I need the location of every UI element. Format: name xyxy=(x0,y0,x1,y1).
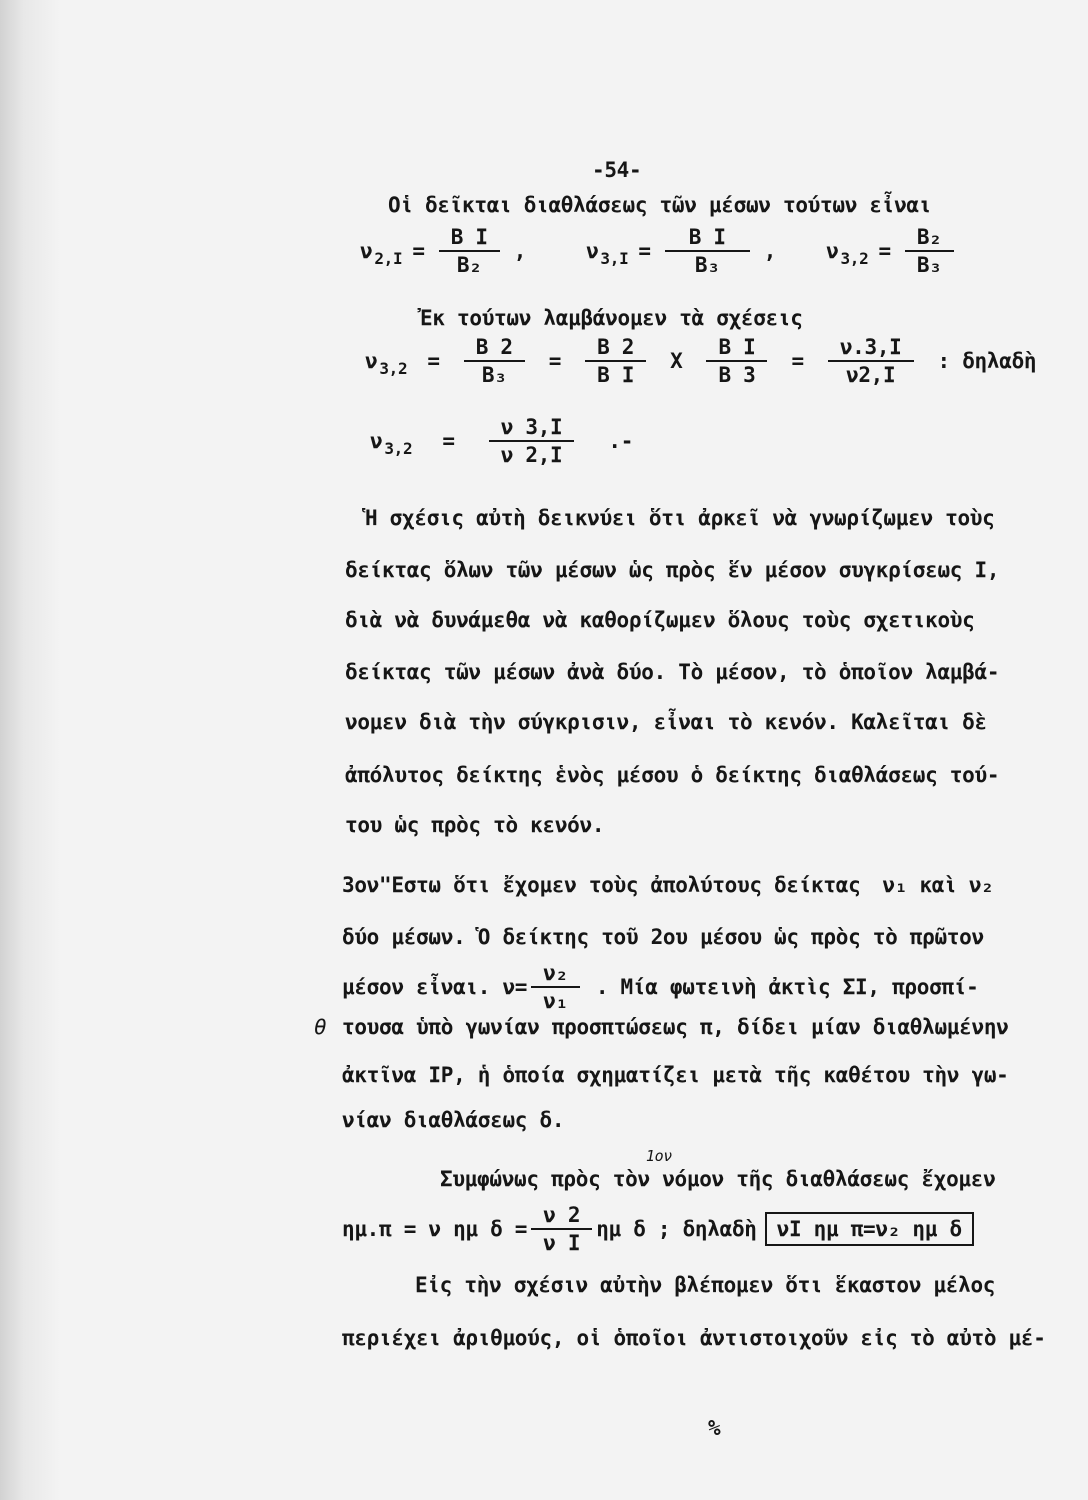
numerator: ν.3,Ι xyxy=(828,334,914,362)
equals-sign: = xyxy=(638,239,651,263)
denominator: ν 2,Ι xyxy=(500,443,563,467)
denominator: Β 3 xyxy=(718,363,756,387)
conclusion-line: περιέχει ἀριθμούς, οἱ ὁποῖοι ἀντιστοιχοῦν εἰς τὸ αὐτὸ μέ- xyxy=(342,1326,1046,1350)
line-3-post: . Μία φωτεινὴ ἀκτὶς ΣΙ, προσπί- xyxy=(595,975,979,999)
equals-sign: = xyxy=(878,239,891,263)
fraction-2 xyxy=(585,334,646,388)
section-3-line-3 xyxy=(342,958,978,1016)
index-symbol xyxy=(586,239,629,268)
law-line-2-pre: ημ.π = ν ημ δ = xyxy=(342,1217,528,1241)
fraction xyxy=(531,1202,592,1256)
denominator: Β Ι xyxy=(597,363,635,387)
formula-3-tail: .- xyxy=(608,429,634,453)
fraction-3 xyxy=(706,334,767,388)
section-3-line-6: νίαν διαθλάσεως δ. xyxy=(342,1108,565,1132)
index-symbol xyxy=(370,429,413,458)
equals-sign: = xyxy=(548,349,562,373)
equals-sign: = xyxy=(412,239,425,263)
paragraph-1-line: δείκτας ὅλων τῶν μέσων ὡς πρὸς ἕν μέσον συγκρίσεως Ι, xyxy=(345,558,1000,582)
paragraph-1-line: του ὡς πρὸς τὸ κενόν. xyxy=(345,813,605,837)
symbol: ν xyxy=(586,239,599,263)
numerator: Β Ι xyxy=(665,224,750,252)
subscript: 3,Ι xyxy=(600,249,629,268)
denominator: ν2,Ι xyxy=(845,363,896,387)
equals-sign: = xyxy=(427,349,440,373)
denominator: Β₃ xyxy=(694,253,720,277)
formula-1-group-b xyxy=(586,224,776,278)
numerator: ν 3,Ι xyxy=(489,414,575,442)
formula-3 xyxy=(370,412,633,470)
subscript: 3,2 xyxy=(840,249,869,268)
index-symbol xyxy=(360,239,403,268)
paragraph-1-line: νομεν διὰ τὴν σύγκρισιν, εἶναι τὸ κενόν. Καλεῖται δὲ xyxy=(345,710,987,734)
formula-2 xyxy=(365,332,1036,390)
line-3-pre: μέσον εἶναι. ν= xyxy=(342,975,528,999)
subscript: 3,2 xyxy=(379,359,408,378)
paragraph-1-line: ἀπόλυτος δείκτης ἑνὸς μέσου ὁ δείκτης διαθλάσεως τού- xyxy=(345,763,1000,787)
formula-2-tail: : δηλαδὴ xyxy=(937,349,1037,373)
law-line-1-pre: Συμφώνως πρὸς τὸν xyxy=(440,1167,650,1191)
equals-sign: = xyxy=(442,429,455,453)
absolute-indices: ν₁ καὶ ν₂ xyxy=(882,873,994,897)
fraction-1 xyxy=(464,334,525,388)
symbol: ν xyxy=(370,429,383,453)
denominator: Β₃ xyxy=(481,363,507,387)
boxed-law-formula: νΙ ημ π=ν₂ ημ δ xyxy=(765,1212,974,1246)
fraction xyxy=(665,224,750,278)
paragraph-1-line: διὰ νὰ δυνάμεθα νὰ καθορίζωμεν ὅλους τοὺς σχετικοὺς xyxy=(345,608,975,632)
symbol: ν xyxy=(360,239,373,263)
fraction xyxy=(439,224,500,278)
separator: , xyxy=(763,239,777,263)
fraction-4 xyxy=(828,334,914,388)
footer-mark: % xyxy=(708,1416,721,1440)
fraction xyxy=(489,414,575,468)
section-3-line-1 xyxy=(342,871,994,899)
numerator: Β Ι xyxy=(439,224,500,252)
numerator: Β 2 xyxy=(464,334,525,362)
law-line-1-post: νόμον τῆς διαθλάσεως ἔχομεν xyxy=(662,1167,996,1191)
numerator: Β Ι xyxy=(706,334,767,362)
denominator: Β₃ xyxy=(916,253,942,277)
section-3-line-5: ἀκτῖνα ΙΡ, ἡ ὁποία σχηματίζει μετὰ τῆς καθέτου τὴν γω- xyxy=(342,1063,1009,1087)
denominator: ν₁ xyxy=(543,989,568,1013)
numerator: Β 2 xyxy=(585,334,646,362)
fraction xyxy=(531,960,580,1014)
paragraph-1-line: Ἡ σχέσις αὐτὴ δεικνύει ὅτι ἀρκεῖ νὰ γνωρίζωμεν τοὺς xyxy=(365,506,995,530)
margin-note: θ xyxy=(314,1015,327,1039)
denominator: ν Ι xyxy=(543,1231,581,1255)
intro-line: Οἱ δεῖκται διαθλάσεως τῶν μέσων τούτων εἶναι xyxy=(388,193,932,217)
fraction xyxy=(905,224,954,278)
law-line-1 xyxy=(440,1147,996,1193)
scan-edge-shadow xyxy=(0,0,60,1500)
formula-1-group-a xyxy=(360,224,526,278)
symbol: ν xyxy=(365,349,378,373)
law-line-2 xyxy=(342,1200,974,1258)
paragraph-1-line: δείκτας τῶν μέσων ἀνὰ δύο. Τὸ μέσον, τὸ ὁποῖον λαμβά- xyxy=(345,660,1000,684)
conclusion-line: Εἰς τὴν σχέσιν αὐτὴν βλέπομεν ὅτι ἕκαστον μέλος xyxy=(415,1273,996,1297)
index-symbol xyxy=(365,349,408,378)
subscript: 3,2 xyxy=(384,439,413,458)
ordinal-superscript: 1ον xyxy=(645,1147,673,1165)
times-sign: X xyxy=(670,349,683,373)
symbol: ν xyxy=(826,239,839,263)
denominator: Β₂ xyxy=(456,253,482,277)
equals-sign: = xyxy=(791,349,804,373)
numerator: ν 2 xyxy=(531,1202,592,1230)
page-number: -54- xyxy=(592,158,642,182)
from-these-line: Ἐκ τούτων λαμβάνομεν τὰ σχέσεις xyxy=(420,306,803,330)
law-line-2-mid: ημ δ ; δηλαδὴ xyxy=(596,1217,757,1241)
section-3-line-2: δύο μέσων. Ὁ δείκτης τοῦ 2ου μέσου ὡς πρὸς τὸ πρῶτον xyxy=(342,925,984,949)
numerator: Β₂ xyxy=(905,224,954,252)
section-3-text: 3ον"Εστω ὅτι ἔχομεν τοὺς ἀπολύτους δείκτας xyxy=(342,873,861,897)
formula-1-group-c xyxy=(826,224,957,278)
separator: , xyxy=(513,239,527,263)
section-3-line-4: τουσα ὑπὸ γωνίαν προσπτώσεως π, δίδει μίαν διαθλωμένην xyxy=(342,1015,1009,1039)
subscript: 2,Ι xyxy=(374,249,403,268)
numerator: ν₂ xyxy=(531,960,580,988)
formula-1 xyxy=(360,222,958,280)
index-symbol xyxy=(826,239,869,268)
